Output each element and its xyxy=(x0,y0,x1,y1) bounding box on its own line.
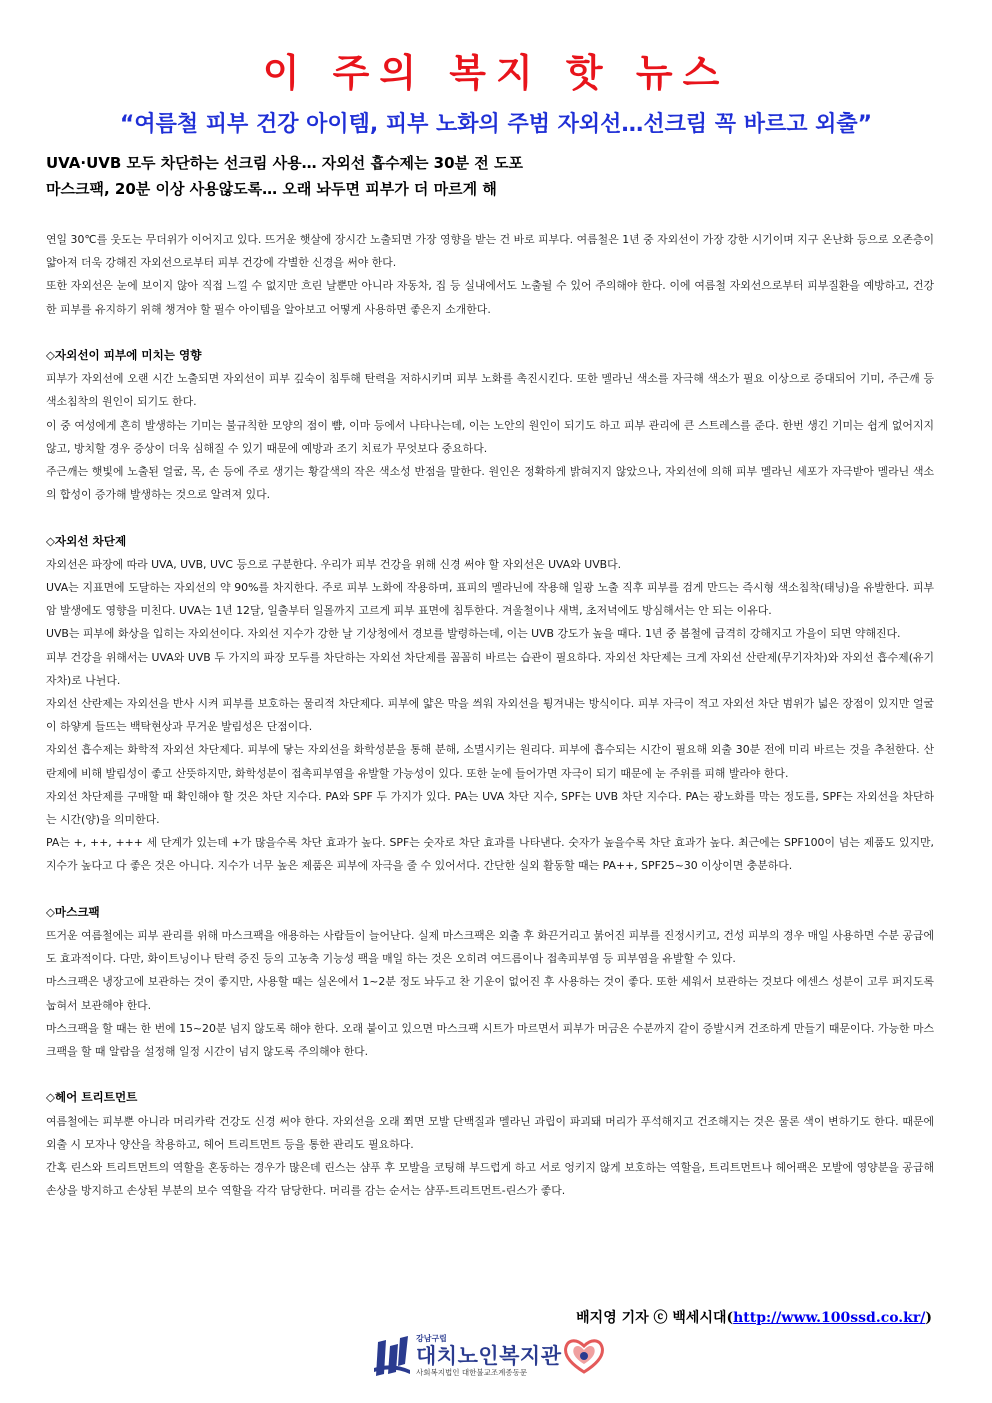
page-title: 이 주의 복지 핫 뉴스 xyxy=(262,51,730,95)
paragraph: 자외선은 파장에 따라 UVA, UVB, UVC 등으로 구분한다. 우리가 피부 건강을 위해 신경 써야 할 자외선은 UVA와 UVB다. xyxy=(46,557,622,571)
lead-line: UVA·UVB 모두 차단하는 선크림 사용… 자외선 흡수제는 30분 전 도포 xyxy=(46,154,523,172)
headline: “여름철 피부 건강 아이템, 피부 노화의 주범 자외선…선크림 꼭 바르고 외출” xyxy=(119,112,873,137)
section-heading: ◇자외선이 피부에 미치는 영향 xyxy=(46,348,202,362)
paragraph: 간혹 린스와 트리트먼트의 역할을 혼동하는 경우가 많은데 린스는 샴푸 후 모발을 코팅해 부드럽게 하고 서로 엉키지 않게 보호하는 역할을, 트리트먼트나 헤어팩은 모발에 영양분을 공급해 손상을 방지하고 손상된 부분의 보수 역할을 각각 담당한다. 머리를 감는 순서는 샴푸-트리트먼트-린스가 좋다. xyxy=(46,1161,934,1198)
intro-paragraph: 또한 자외선은 눈에 보이지 않아 직접 느낄 수 없지만 흐린 날뿐만 아니라 자동차, 집 등 실내에서도 노출될 수 있어 주의해야 한다. 이에 여름철 자외선으로부터 피부질환을 예방하고, 건강한 피부를 유지하기 위해 챙겨야 할 필수 아이템을 알아보고 어떻게 사용하면 좋은지 소개한다. xyxy=(46,279,934,316)
article-body xyxy=(46,228,934,1202)
section-heading: ◇헤어 트리트먼트 xyxy=(46,1090,138,1105)
lead-summary xyxy=(46,150,946,202)
paragraph: 자외선 흡수제는 화학적 자외선 차단제다. 피부에 닿는 자외선을 화학성분을 통해 분해, 소멸시키는 원리다. 피부에 흡수되는 시간이 필요해 외출 30분 전에 미리 바르는 것을 추천한다. 산란제에 비해 발림성이 좋고 산뜻하지만, 화학성분이 접촉피부염을 유발할 가능성이 있다. 또한 눈에 들어가면 자극이 되기 때문에 눈 주위를 피해 발라야 한다. xyxy=(46,743,934,780)
intro-paragraph: 연일 30℃를 웃도는 무더위가 이어지고 있다. 뜨거운 햇살에 장시간 노출되면 가장 영향을 받는 건 바로 피부다. 여름철은 1년 중 자외선이 가장 강한 시기이며 지구 온난화 등으로 오존층이 얇아져 더욱 강해진 자외선으로부터 피부 건강에 각별한 신경을 써야 한다. xyxy=(46,233,934,270)
paragraph: 마스크팩을 할 때는 한 번에 15~20분 넘지 않도록 해야 한다. 오래 붙이고 있으면 마스크팩 시트가 마르면서 피부가 머금은 수분까지 같이 증발시켜 건조하게 만들기 때문이다. 가능한 마스크팩을 할 때 알람을 설정해 일정 시간이 넘지 않도록 주의해야 한다. xyxy=(46,1021,935,1059)
paragraph: 자외선 산란제는 자외선을 반사 시켜 피부를 보호하는 물리적 차단제다. 피부에 얇은 막을 씌워 자외선을 튕겨내는 방식이다. 피부 자극이 적고 자외선 차단 범위가 넓은 장점이 있지만 얼굴이 하얗게 들뜨는 백탁현상과 무거운 발림성은 단점이다. xyxy=(46,697,934,734)
heart-emblem-icon xyxy=(562,1336,606,1376)
paragraph: 마스크팩은 냉장고에 보관하는 것이 좋지만, 사용할 때는 실온에서 1~2분 정도 놔두고 찬 기운이 없어진 후 사용하는 것이 좋다. 또한 세워서 보관하는 것보다 에센스 성분이 고루 퍼지도록 눕혀서 보관해야 한다. xyxy=(46,975,934,1012)
byline xyxy=(576,1307,932,1327)
logo-subtext: 사회복지법인 대한불교조계종동문 xyxy=(416,1368,528,1377)
paragraph: PA는 +, ++, +++ 세 단계가 있는데 +가 많을수록 차단 효과가 높다. SPF는 숫자로 차단 효과를 나타낸다. 숫자가 높을수록 차단 효과가 높다. 최근에는 SPF100이 넘는 제품도 있지만, 지수가 높다고 다 좋은 것은 아니다. 지수가 너무 높은 제품은 피부에 자극을 줄 수 있어서다. 간단한 실외 활동할 때는 PA++, SPF25~30 이상이면 충분하다. xyxy=(46,836,934,873)
paragraph: 주근깨는 햇빛에 노출된 얼굴, 목, 손 등에 주로 생기는 황갈색의 작은 색소성 반점을 말한다. 원인은 정확하게 밝혀지지 않았으나, 자외선에 의해 피부 멜라닌 세포가 자극받아 멜라닌 색소의 합성이 증가해 발생하는 것으로 알려져 있다. xyxy=(46,465,934,502)
paragraph: 뜨거운 여름철에는 피부 관리를 위해 마스크팩을 애용하는 사람들이 늘어난다. 실제 마스크팩은 외출 후 화끈거리고 붉어진 피부를 진정시키고, 건성 피부의 경우 매일 사용하면 수분 공급에도 효과적이다. 다만, 화이트닝이나 탄력 증진 등의 고농축 기능성 팩을 매일 하는 것은 오히려 여드름이나 접촉피부염 등 피부염을 유발할 수 있다. xyxy=(46,929,934,966)
organization-emblem-icon xyxy=(372,1334,412,1380)
paragraph: 피부 건강을 위해서는 UVA와 UVB 두 가지의 파장 모두를 차단하는 자외선 차단제를 꼼꼼히 바르는 습관이 필요하다. 자외선 차단제는 크게 자외선 산란제(무기자차)와 자외선 흡수제(유기자차)로 나뉜다. xyxy=(46,650,934,687)
organization-logo xyxy=(372,1334,612,1382)
section-heading: ◇자외선 차단제 xyxy=(46,533,127,548)
paragraph: 피부가 자외선에 오랜 시간 노출되면 자외선이 피부 깊숙이 침투해 탄력을 저하시키며 피부 노화를 촉진시킨다. 또한 멜라닌 색소를 자극해 색소가 필요 이상으로 증대되어 기미, 주근깨 등 색소침착의 원인이 되기도 한다. xyxy=(46,372,934,409)
logo-prefix: 강남구립 xyxy=(416,1334,447,1343)
lead-line: 마스크팩, 20분 이상 사용않도록… 오래 놔두면 피부가 더 마르게 해 xyxy=(46,180,497,198)
paragraph: UVB는 피부에 화상을 입히는 자외선이다. 자외선 지수가 강한 날 기상청에서 경보를 발령하는데, 이는 UVB 강도가 높을 때다. 1년 중 봄철에 급격히 강해지고 가을이 되면 약해진다. xyxy=(46,627,901,641)
paragraph: UVA는 지표면에 도달하는 자외선의 약 90%를 차지한다. 주로 피부 노화에 작용하며, 표피의 멜라닌에 작용해 일광 노출 직후 피부를 검게 만드는 즉시형 색소침착(태닝)을 유발한다. 피부암 발생에도 영향을 미친다. UVA는 1년 12달, 일출부터 일몰까지 고르게 피부 표면에 침투한다. 겨울철이나 새벽, 초저녁에도 방심해서는 안 되는 이유다. xyxy=(46,581,934,618)
logo-name: 대치노인복지관 xyxy=(416,1344,562,1368)
byline-text: 배지영 기자 ⓒ 백세시대( xyxy=(576,1310,734,1326)
byline-close: ) xyxy=(925,1310,932,1326)
source-link[interactable]: http://www.100ssd.co.kr/ xyxy=(733,1310,926,1326)
logo-text-block xyxy=(416,1334,562,1378)
section-heading: ◇마스크팩 xyxy=(46,904,100,919)
paragraph: 자외선 차단제를 구매할 때 확인해야 할 것은 차단 지수다. PA와 SPF 두 가지가 있다. PA는 UVA 차단 지수, SPF는 UVB 차단 지수다. PA는 광노화를 막는 정도를, SPF는 자외선을 차단하는 시간(양)을 의미한다. xyxy=(46,789,934,827)
paragraph: 여름철에는 피부뿐 아니라 머리카락 건강도 신경 써야 한다. 자외선을 오래 쬐면 모발 단백질과 멜라닌 과립이 파괴돼 머리가 푸석해지고 건조해지는 것은 물론 색이 변하기도 한다. 때문에 외출 시 모자나 양산을 착용하고, 헤어 트리트먼트 등을 통한 관리도 필요하다. xyxy=(46,1114,934,1151)
paragraph: 이 중 여성에게 흔히 발생하는 기미는 불규칙한 모양의 점이 뺨, 이마 등에서 나타나는데, 이는 노안의 원인이 되기도 하고 피부 관리에 큰 스트레스를 준다. 한번 생긴 기미는 쉽게 없어지지 않고, 방치할 경우 증상이 더욱 심해질 수 있기 때문에 예방과 조기 치료가 무엇보다 중요하다. xyxy=(46,418,934,455)
